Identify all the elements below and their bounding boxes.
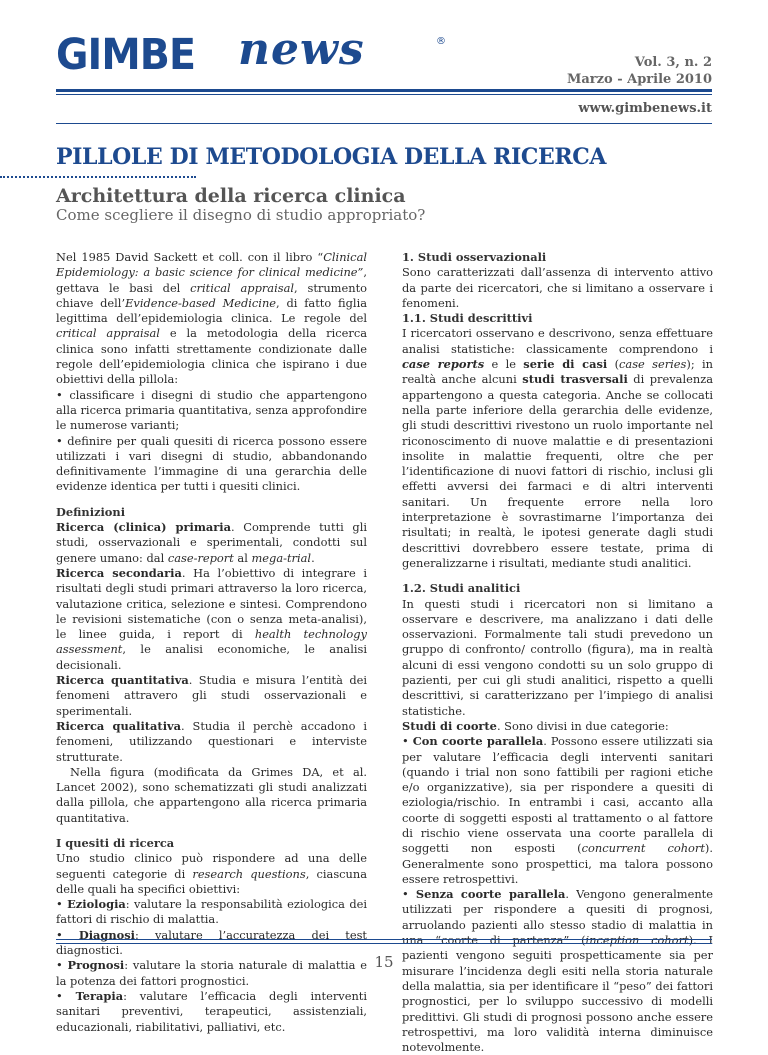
definitions-heading: Definizioni [56, 504, 126, 519]
dotted-divider [0, 176, 196, 178]
header-rule [56, 89, 712, 92]
article-title: Architettura della ricerca clinica [56, 185, 406, 207]
parallel-cohort: • Con coorte parallela. Possono essere utilizzati sia per valutare l’efficacia degli interventi sanitari (quando i trial non sono fattibili per ragioni etiche e/o organizzative), sia per rispondere a quesiti di eziologia/rischio. In entrambi i casi, accanto alla coorte di soggetti esposti al trattamento o al fattore di rischio viene osservata una coorte parallela di soggetti non esposti (concurrent cohort). Generalmente sono prospettici, ma talora possono essere retrospettivi. [402, 734, 714, 886]
volume-number: Vol. 3, n. 2 [634, 55, 712, 70]
question-therapy: • Terapia: valutare l’efficacia degli interventi sanitari preventivi, terapeutici, assistenziali, educazionali, riabilitativi, palliativi, etc. [56, 988, 368, 1034]
page-number: 15 [374, 953, 394, 971]
observational-text: Sono caratterizzati dall’assenza di intervento attivo da parte dei ricercatori, che si limitano a osservare i fenomeni. [402, 265, 713, 310]
right-column [402, 250, 713, 1055]
definition-qualitative: Ricerca qualitativa. Studia il perchè accadono i fenomeni, utilizzando questionari e interviste strutturate. [56, 718, 367, 764]
question-prognosis: • Prognosi: valutare la storia naturale di malattia e la potenza dei fattori prognostici. [56, 958, 367, 988]
observational-heading: 1. Studi osservazionali [402, 250, 547, 264]
analytic-text: In questi studi i ricercatori non si limitano a osservare e descrivere, ma analizzano i dati delle osservazioni. Formalmente tali studi prevedono un gruppo di confronto/ controllo (figura), ma in realtà alcuni di essi vengono condotti su un solo gruppo di pazienti, per cui gli studi analitici, rispetto a quelli descrittivi, si caratterizzano per l’impiego di analisi statistiche. [402, 596, 713, 718]
objective-bullet: • definire per quali quesiti di ricerca possono essere utilizzati i vari disegni di studio, abbandonando definitivamente l’immagine di una gerarchia delle evidenze identica per tutti i quesiti clinici. [56, 433, 367, 494]
intro-paragraph: Nel 1985 David Sackett et coll. con il libro “Clinical Epidemiology: a basic science for clinical medicine”, gettava le basi del critical appraisal, strumento chiave dell’Evidence-based Medicine, di fatto figlia legittima dell’epidemiologia clinica. Le regole del critical appraisal e la metodologia della ricerca clinica sono infatti strettamente condizionate dalle regole dell’epidemiologia clinica che ispirano i due obiettivi della pillola: [56, 250, 367, 387]
logo-news: news [238, 24, 365, 75]
section-title: PILLOLE DI METODOLOGIA DELLA RICERCA [56, 144, 607, 170]
issue-info [567, 54, 712, 88]
no-parallel-cohort: • Senza coorte parallela. Vengono generalmente utilizzati per rispondere a quesiti di prognosi, arruolando pazienti allo stesso stadio di malattia in una “coorte di partenza” (inception cohort). I pazienti vengono seguiti prospetticamente sia per misurare l’incidenza degli esiti nella storia naturale della malattia, sia per identificare il “peso” dei fattori prognostici, per lo sviluppo successivo di modelli predittivi. Gli studi di prognosi possono anche essere retrospettivi, ma loro validità interna diminuisce notevolmente. [402, 887, 713, 1055]
header-rule-thin [56, 94, 712, 95]
descriptive-text: I ricercatori osservano e descrivono, senza effettuare analisi statistiche: classicamente comprendono i case reports e le serie di casi (case series); in realtà anche alcuni studi trasversali di prevalenza appartengono a questa categoria. Anche se collocati nella parte inferiore della gerarchia delle evidenze, gli studi descrittivi rivestono un ruolo importante nel riconoscimento di nuove malattie e di presentazioni insolite in malattie frequenti, oltre che per l’identificazione di nuovi fattori di rischio, inclusi gli effetti avversi dei farmaci e di altri interventi sanitari. Un frequente errore nella loro interpretazione è sovrastimarne l’importanza dei risultati; in realtà, le ipotesi generate dagli studi descrittivi dovrebbero essere testate, prima di generalizzarne i risultati, mediante studi analitici. [402, 326, 713, 570]
website-link[interactable]: www.gimbenews.it [578, 101, 712, 116]
issue-date: Marzo - Aprile 2010 [566, 72, 712, 87]
footer-rule [56, 939, 712, 940]
footer-rule-thin [56, 943, 712, 944]
question-etiology: • Eziologia: valutare la responsabilità eziologica dei fattori di rischio di malattia. [56, 897, 367, 927]
gimbe-news-logo [56, 24, 446, 92]
figure-note: Nella figura (modificata da Grimes DA, et al. Lancet 2002), sono schematizzati gli studi analizzati dalla pillola, che appartengono alla ricerca primaria quantitativa. [56, 764, 367, 825]
question-diagnosis: • Diagnosi: valutare l’accuratezza dei test diagnostici. [56, 927, 367, 958]
definition-primary: Ricerca (clinica) primaria. Comprende tutti gli studi, osservazionali e sperimentali, condotti sul genere umano: dal case-report al mega-trial. [56, 520, 368, 565]
cohort-intro: Studi di coorte. Sono divisi in due categorie: [402, 718, 669, 733]
website-rule [56, 123, 712, 124]
analytic-heading: 1.2. Studi analitici [402, 581, 521, 596]
questions-heading: I quesiti di ricerca [56, 835, 175, 850]
article-subtitle: Come scegliere il disegno di studio appropriato? [56, 206, 426, 224]
descriptive-heading: 1.1. Studi descrittivi [402, 311, 533, 326]
registered-mark: ® [436, 36, 446, 47]
left-column [56, 250, 367, 1035]
logo-brand: GIMBE [56, 30, 196, 80]
definition-quantitative: Ricerca quantitativa. Studia e misura l’entità dei fenomeni attravero gli studi osservazionali e sperimentali. [56, 673, 367, 718]
questions-intro: Uno studio clinico può rispondere ad una delle seguenti categorie di research questions, ciascuna delle quali ha specifici obiettivi: [56, 851, 368, 896]
objective-bullet: • classificare i disegni di studio che appartengono alla ricerca primaria quantitativa, senza approfondire le numerose varianti; [56, 387, 367, 433]
definition-secondary: Ricerca secondaria. Ha l’obiettivo di integrare i risultati degli studi primari attraverso la loro ricerca, valutazione critica, selezione e sintesi. Comprendono le revisioni sistematiche (con o senza meta-analisi), le linee guida, i report di health technology assessment, le analisi economiche, le analisi decisionali. [56, 565, 367, 672]
